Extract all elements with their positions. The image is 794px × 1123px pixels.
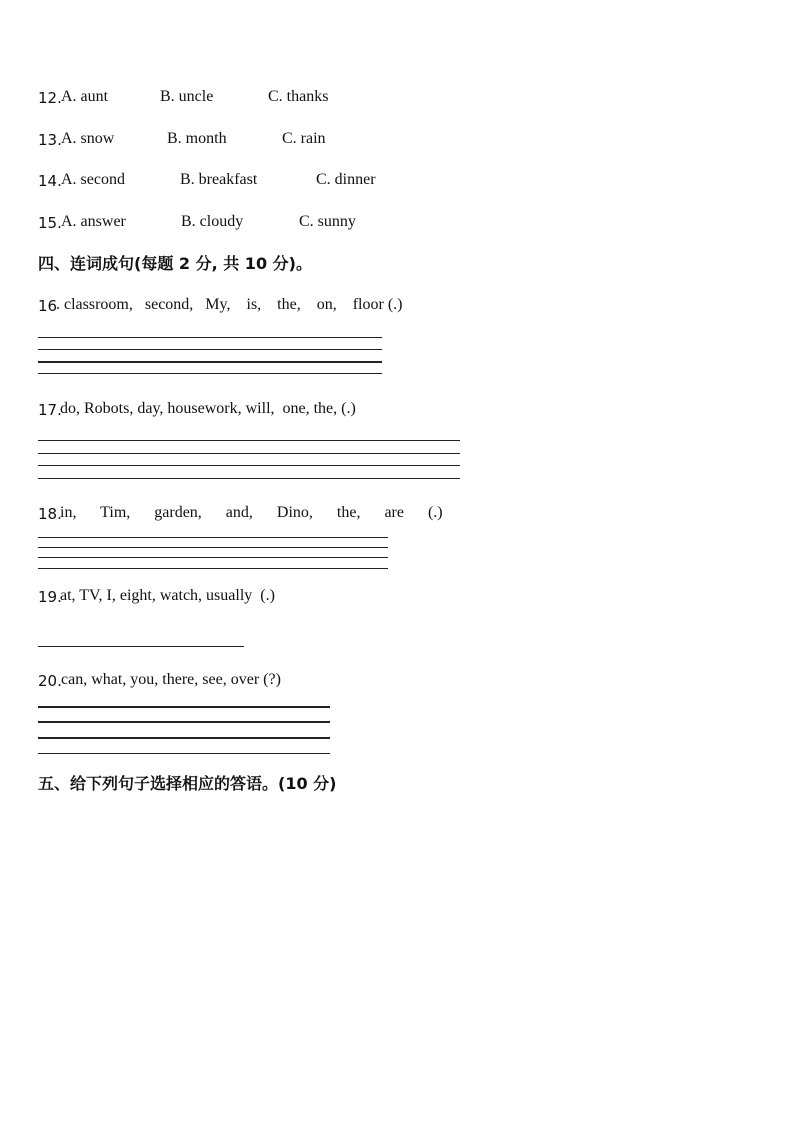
question-number: 20. <box>38 672 62 690</box>
option-a: A. answer <box>61 213 126 230</box>
option-b: B. uncle <box>160 88 214 105</box>
answer-line[interactable] <box>38 737 330 739</box>
answer-line[interactable] <box>38 361 382 363</box>
answer-line[interactable] <box>38 465 460 466</box>
answer-line[interactable] <box>38 706 330 708</box>
answer-line[interactable] <box>38 478 460 479</box>
answer-line[interactable] <box>38 537 388 538</box>
question-number: 15. <box>38 214 62 232</box>
question-number: 17. <box>38 401 62 419</box>
word-list: at, TV, I, eight, watch, usually (.) <box>60 587 275 604</box>
option-b: B. breakfast <box>180 171 258 188</box>
question-number: 18. <box>38 505 62 523</box>
answer-line[interactable] <box>38 568 388 569</box>
word-list: in, Tim, garden, and, Dino, the, are (.) <box>60 504 443 521</box>
word-list: do, Robots, day, housework, will, one, the, (.) <box>60 400 356 417</box>
section-5-heading: 五、给下列句子选择相应的答语。(10 分) <box>38 774 337 793</box>
question-number: 19. <box>38 588 62 606</box>
option-c: C. rain <box>282 130 326 147</box>
answer-line[interactable] <box>38 373 382 374</box>
option-b: B. month <box>167 130 227 147</box>
question-number: 14. <box>38 172 62 190</box>
answer-line[interactable] <box>38 349 382 350</box>
word-list: . classroom, second, My, is, the, on, floor (.) <box>56 296 403 313</box>
answer-line[interactable] <box>38 453 460 454</box>
question-number: 12. <box>38 89 62 107</box>
answer-line[interactable] <box>38 557 388 558</box>
option-a: A. second <box>61 171 125 188</box>
answer-line[interactable] <box>38 547 388 548</box>
answer-line[interactable] <box>38 646 244 647</box>
question-number: 16 <box>38 297 58 315</box>
option-a: A. snow <box>61 130 115 147</box>
option-b: B. cloudy <box>181 213 244 230</box>
option-c: C. sunny <box>299 213 356 230</box>
answer-line[interactable] <box>38 721 330 723</box>
option-c: C. thanks <box>268 88 329 105</box>
option-a: A. aunt <box>61 88 109 105</box>
word-list: can, what, you, there, see, over (?) <box>61 671 281 688</box>
section-4-heading: 四、连词成句(每题 2 分, 共 10 分)。 <box>38 254 312 273</box>
option-c: C. dinner <box>316 171 376 188</box>
answer-line[interactable] <box>38 337 382 338</box>
question-number: 13. <box>38 131 62 149</box>
answer-line[interactable] <box>38 753 330 754</box>
answer-line[interactable] <box>38 440 460 441</box>
